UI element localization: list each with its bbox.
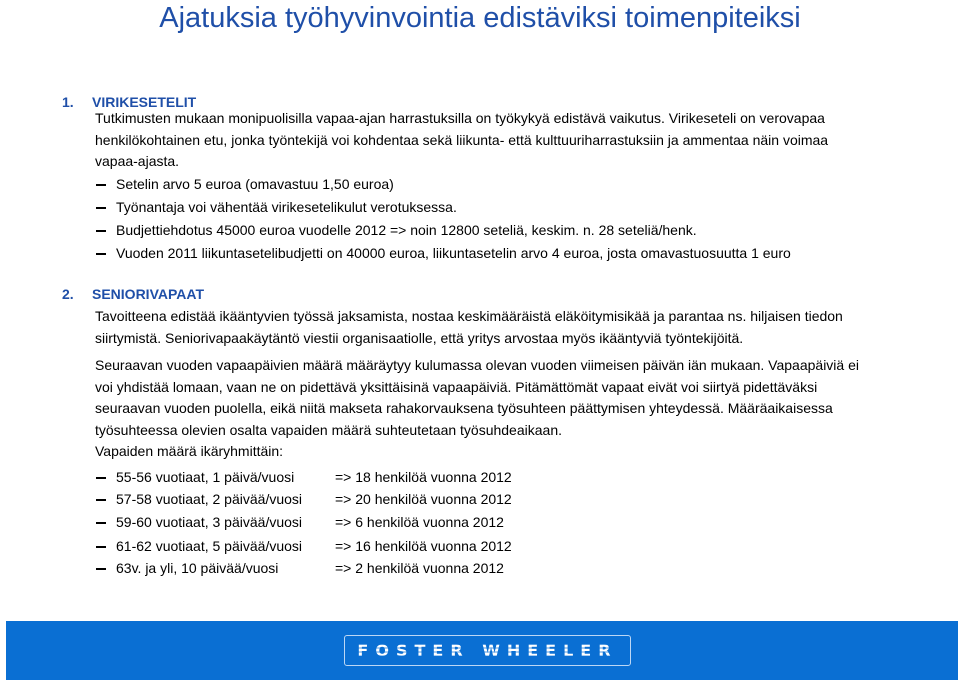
dash-icon	[96, 184, 106, 186]
list-intro-text: Vapaiden määrä ikäryhmittäin:	[95, 443, 284, 459]
dash-icon	[96, 522, 106, 524]
person-count: => 6 henkilöä vuonna 2012	[335, 514, 504, 530]
company-logo	[344, 635, 631, 666]
age-group: 57-58 vuotiaat, 2 päivää/vuosi	[116, 491, 303, 507]
list-item	[96, 244, 791, 262]
person-count: => 18 henkilöä vuonna 2012	[335, 469, 512, 485]
section-1-paragraph	[95, 108, 885, 173]
dash-icon	[96, 253, 106, 255]
section-2-heading: SENIORIVAPAAT	[92, 286, 205, 302]
list-item-text: Vuoden 2011 liikuntasetelibudjetti on 40000 euroa, liikuntasetelin arvo 4 euroa, josta omavastuosuutta 1 euro	[116, 245, 791, 261]
age-group: 55-56 vuotiaat, 1 päivä/vuosi	[116, 469, 295, 485]
person-count: => 20 henkilöä vuonna 2012	[335, 491, 512, 507]
list-item-text: Setelin arvo 5 euroa (omavastuu 1,50 euroa)	[116, 176, 394, 192]
paragraph-line: vapaa-ajasta.	[95, 153, 180, 169]
dash-icon	[96, 207, 106, 209]
list-item-text: Työnantaja voi vähentää virikesetelikulut verotuksessa.	[116, 199, 457, 215]
table-row	[96, 537, 512, 555]
list-intro	[95, 441, 885, 463]
footer-band	[6, 621, 958, 680]
dash-icon	[96, 230, 106, 232]
paragraph-line: seuraavan vuoden puolella, eikä niitä makseta rahakorvauksena työsuhteen päättymisen yhteydessä. Määräaikaisessa	[95, 400, 833, 416]
section-1-heading: VIRIKESETELIT	[92, 94, 197, 110]
list-item-text: Budjettiehdotus 45000 euroa vuodelle 2012 => noin 12800 seteliä, keskim. n. 28 seteliä/henk.	[116, 222, 697, 238]
table-row	[96, 468, 512, 486]
section-2-paragraph-2	[95, 355, 885, 441]
paragraph-line: voi yhdistää lomaan, vaan ne on pidettävä yksittäisinä vapaapäiviä. Pitämättömät vapaat eivät voi siirtyä pidettäväksi	[95, 378, 818, 395]
age-group: 61-62 vuotiaat, 5 päivää/vuosi	[116, 538, 303, 554]
dash-icon	[96, 546, 106, 548]
paragraph-line: työsuhteessa olevien osalta vapaiden määrä suhteutetaan työsuhdeaikaan.	[95, 421, 562, 438]
person-count: => 2 henkilöä vuonna 2012	[335, 560, 504, 576]
dash-icon	[96, 568, 106, 570]
age-group: 59-60 vuotiaat, 3 päivää/vuosi	[116, 514, 303, 530]
list-item	[96, 198, 457, 216]
dash-icon	[96, 477, 106, 479]
dash-icon	[96, 499, 106, 501]
section-2-number: 2.	[62, 286, 74, 302]
page-title: Ajatuksia työhyvinvointia edistäviksi toimenpiteiksi	[159, 2, 801, 34]
paragraph-line: henkilökohtainen etu, jonka työntekijä voi kohdentaa sekä liikunta- että kulttuuriharrastuksiin ja ammentaa näin voimaa	[95, 131, 829, 148]
paragraph-line: Tavoitteena edistää ikääntyvien työssä jaksamista, nostaa keskimääräistä eläköitymisikää ja parantaa ns. hiljaisen tiedon	[95, 308, 843, 324]
list-item	[96, 221, 697, 239]
person-count: => 16 henkilöä vuonna 2012	[335, 538, 512, 554]
logo-text: FOSTER WHEELER	[357, 641, 618, 660]
paragraph-line: siirtymistä. Seniorivapaakäytäntö viestii organisaatiolle, että yritys arvostaa myös ikääntyviä työntekijöitä.	[95, 329, 744, 346]
age-group: 63v. ja yli, 10 päivää/vuosi	[116, 560, 279, 576]
paragraph-line: Tutkimusten mukaan monipuolisilla vapaa-ajan harrastuksilla on työkykyä edistävä vaikutus. Virikeseteli on verovapaa	[95, 110, 825, 126]
section-1-number: 1.	[62, 94, 74, 110]
table-row	[96, 490, 512, 508]
paragraph-line: Seuraavan vuoden vapaapäivien määrä määräytyy kulumassa olevan vuoden viimeisen päivän iän mukaan. Vapaapäiviä ei	[95, 357, 859, 373]
table-row	[96, 513, 504, 531]
section-2-paragraph-1	[95, 306, 885, 349]
table-row	[96, 559, 504, 577]
list-item	[96, 175, 394, 193]
